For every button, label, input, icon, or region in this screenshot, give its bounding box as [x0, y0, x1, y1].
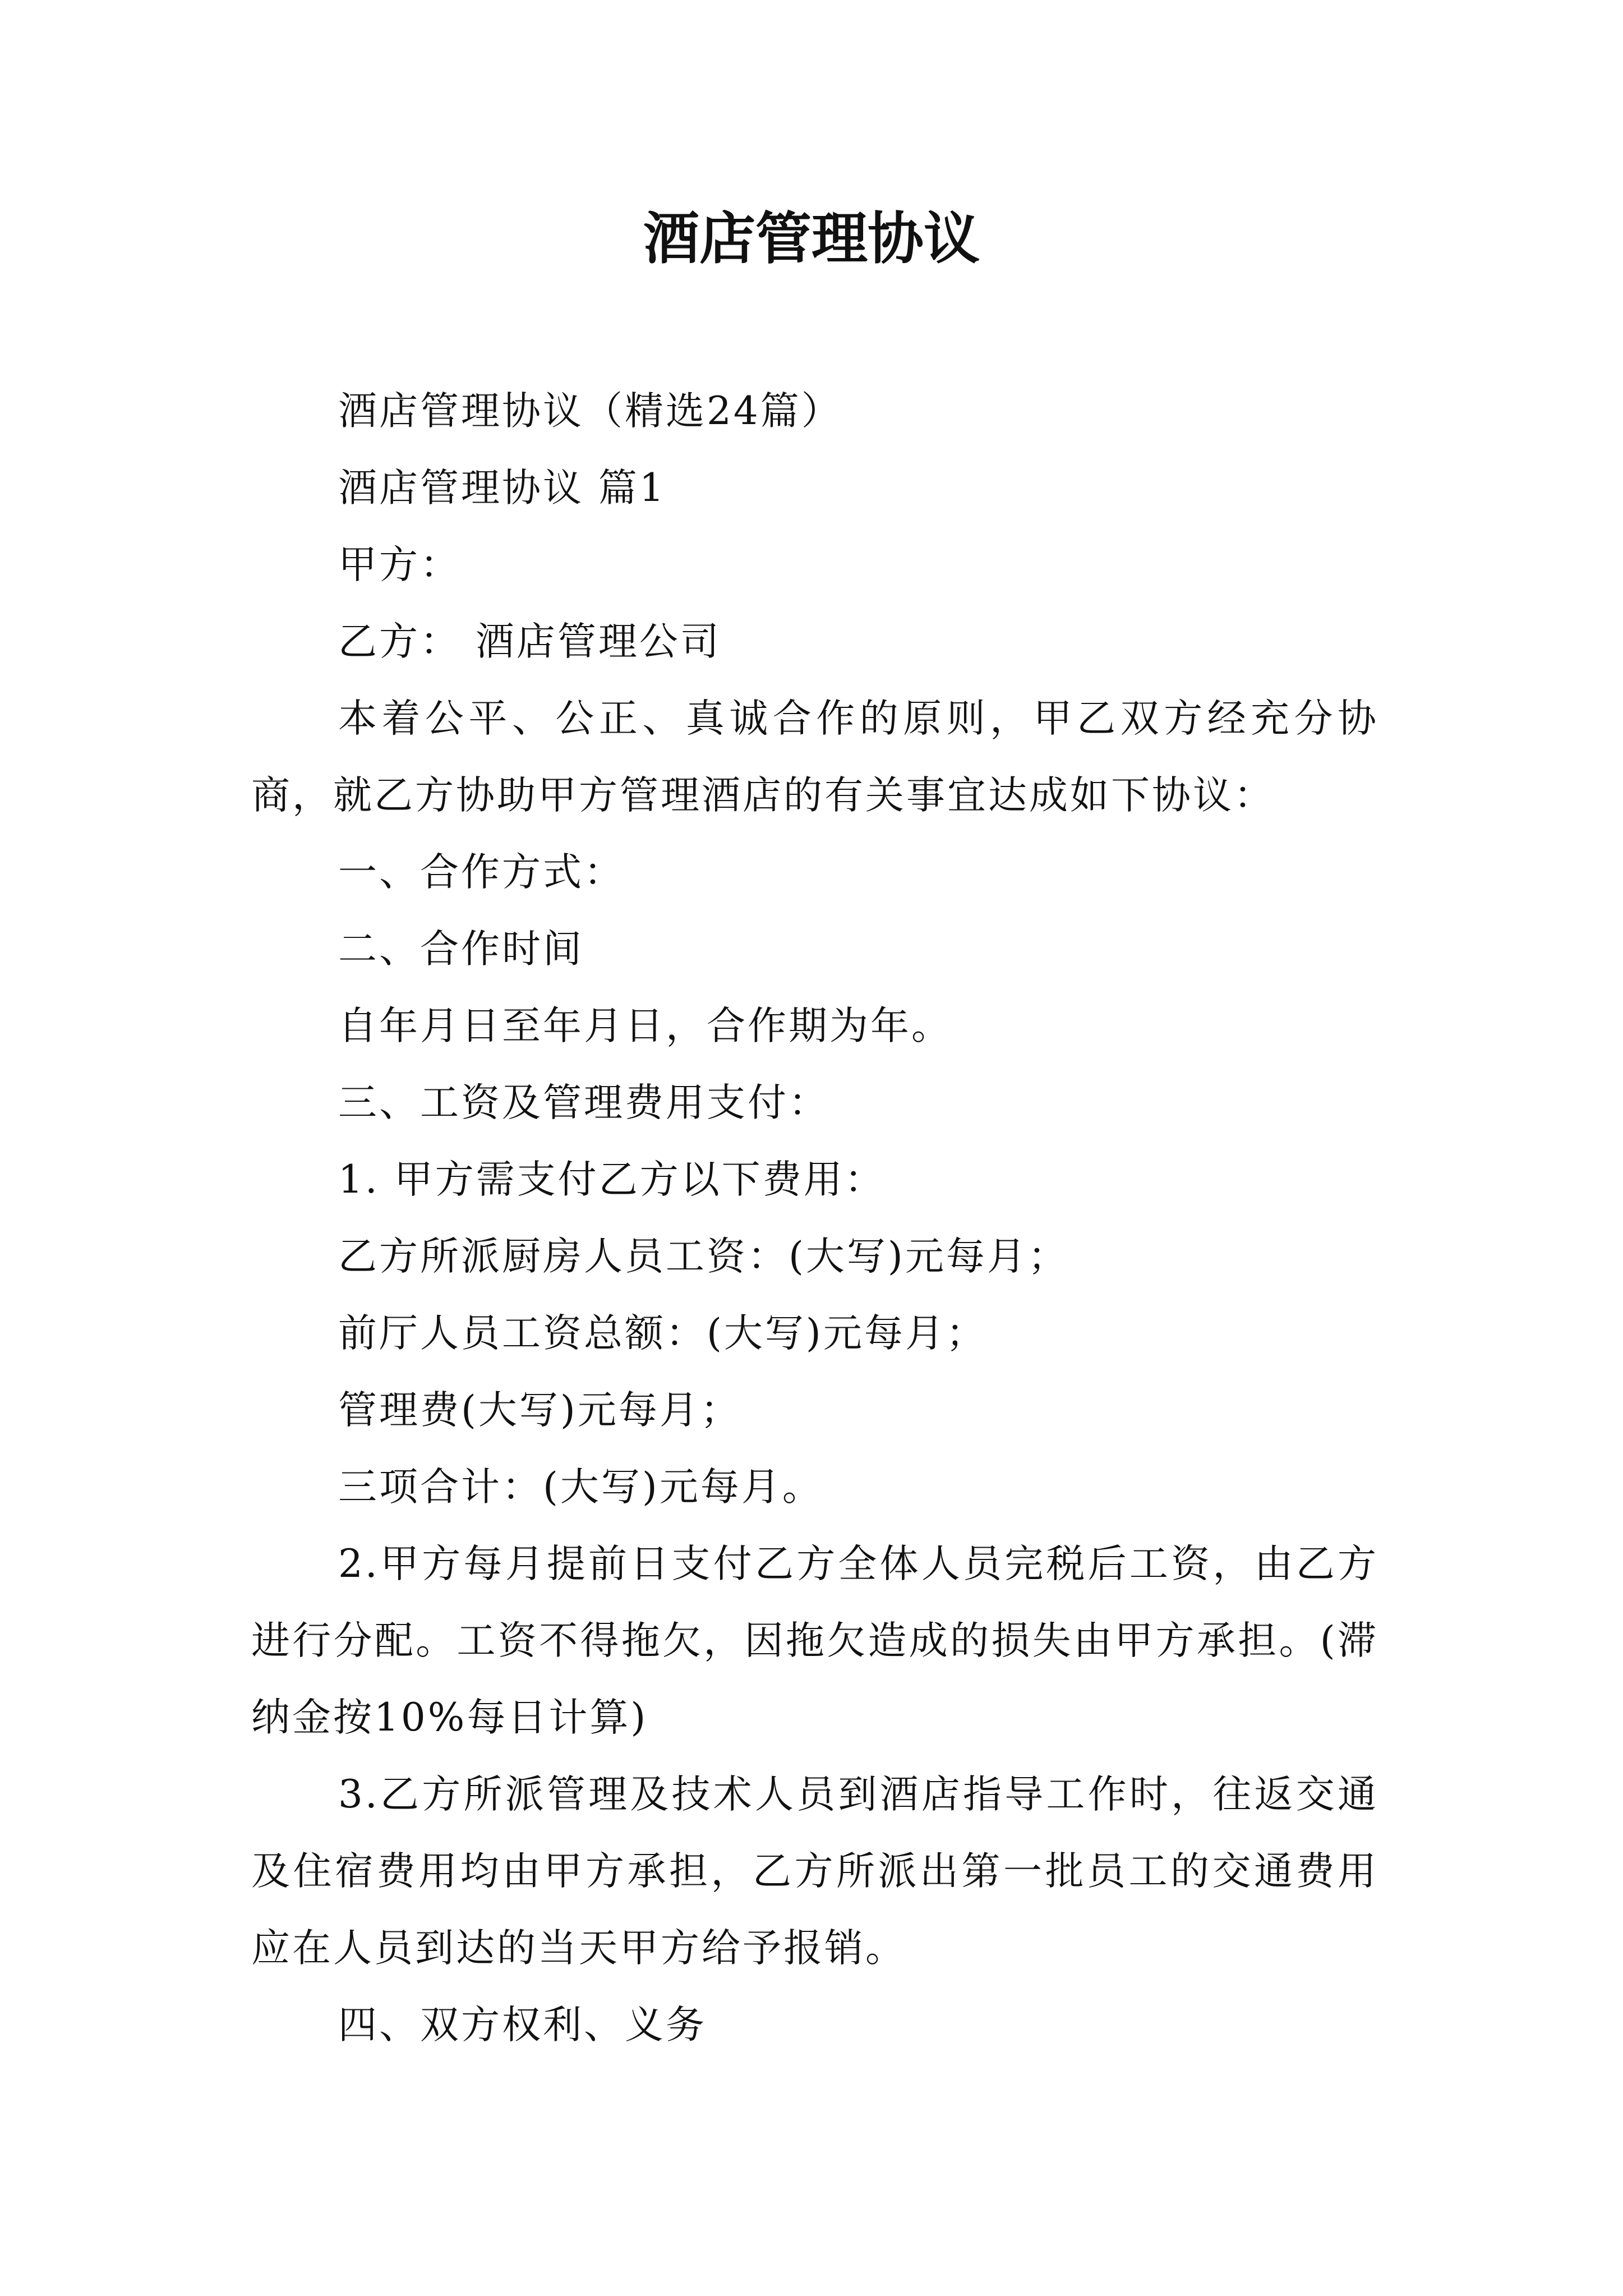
paragraph-party-a: 甲方：: [338, 542, 461, 587]
paragraph-clause-2-heading: 二、合作时间: [338, 927, 584, 972]
paragraph-total: 三项合计：(大写)元每月。: [338, 1465, 823, 1510]
paragraph-preamble: 本着公平、公正、真诚合作的原则，甲乙双方经充分协商，就乙方协助甲方管理酒店的有关事宜达成如下协议：: [251, 696, 1378, 818]
paragraph-clause-3-heading: 三、工资及管理费用支付：: [338, 1080, 829, 1125]
paragraph-fee-item-2: 2.甲方每月提前日支付乙方全体人员完税后工资，由乙方进行分配。工资不得拖欠，因拖欠造成的损失由甲方承担。(滞纳金按10%每日计算): [251, 1542, 1378, 1740]
paragraph-clause-4-heading: 四、双方权利、义务: [338, 2003, 707, 2047]
document-body: [251, 373, 1378, 2064]
paragraph-front-desk-wages: 前厅人员工资总额：(大写)元每月；: [338, 1311, 987, 1356]
paragraph-fee-item-3: 3.乙方所派管理及技术人员到酒店指导工作时，往返交通及住宿费用均由甲方承担，乙方所派出第一批员工的交通费用应在人员到达的当天甲方给予报销。: [251, 1772, 1378, 1971]
paragraph-clause-1-heading: 一、合作方式：: [338, 850, 625, 895]
document-title: 酒店管理协议: [643, 205, 980, 272]
paragraph-cooperation-period: 自年月日至年月日，合作期为年。: [338, 1004, 952, 1048]
paragraph-section-heading: 酒店管理协议 篇1: [338, 466, 666, 510]
paragraph-management-fee: 管理费(大写)元每月；: [338, 1388, 741, 1433]
paragraph-subtitle: 酒店管理协议（精选24篇）: [338, 389, 842, 434]
paragraph-party-b: 乙方： 酒店管理公司: [338, 619, 721, 664]
paragraph-kitchen-wages: 乙方所派厨房人员工资：(大写)元每月；: [338, 1234, 1069, 1279]
paragraph-fee-item-1: 1. 甲方需支付乙方以下费用：: [338, 1157, 886, 1202]
